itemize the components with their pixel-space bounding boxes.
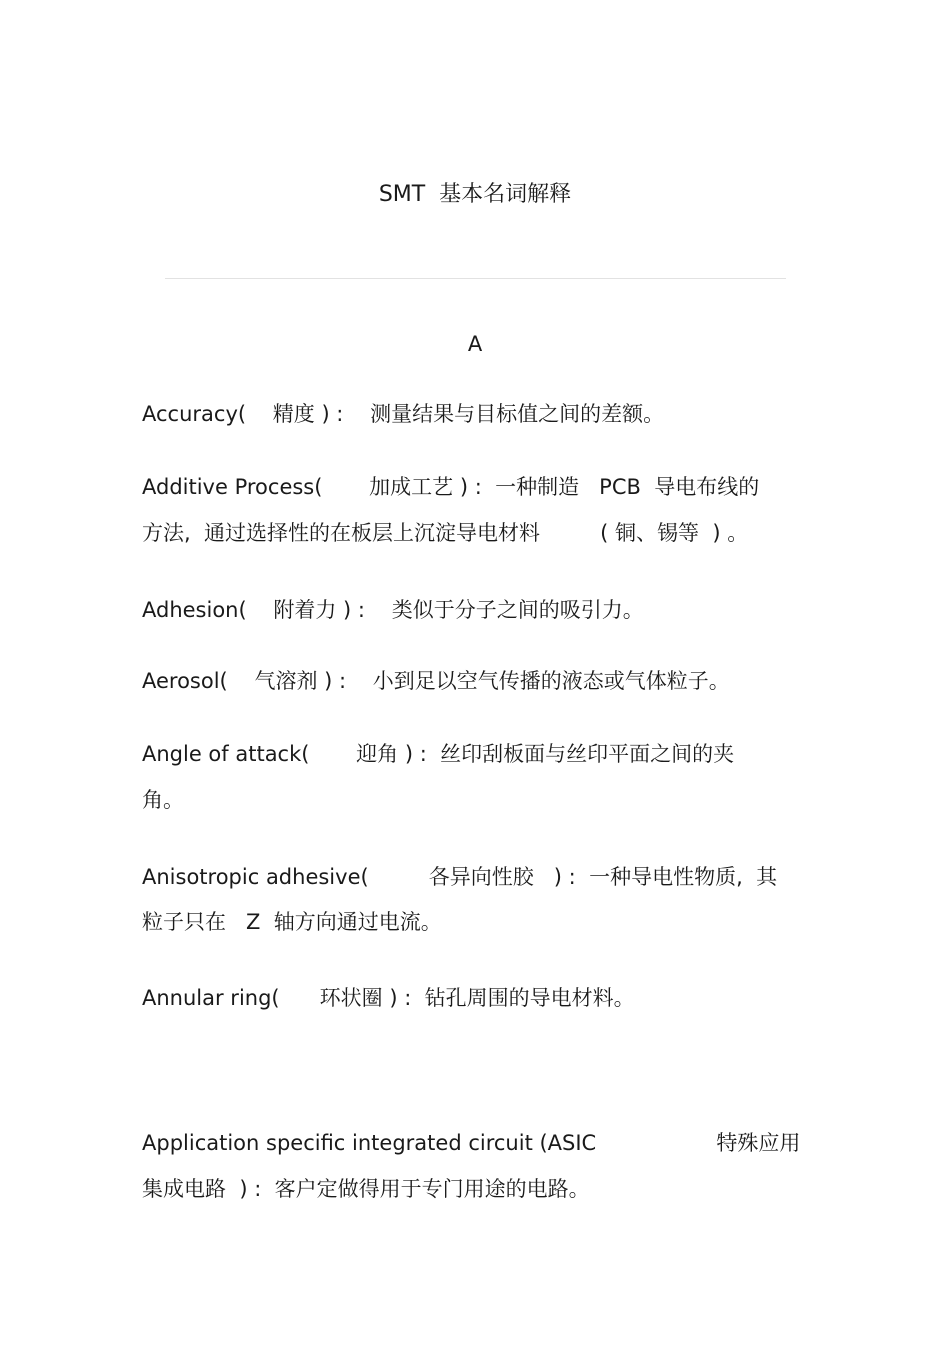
entry-text-line: 集成电路 ) : 客户定做得用于专门用途的电路。 <box>142 1177 590 1201</box>
entry-text-line: Application specific integrated circuit (ASIC 特殊应用 <box>142 1131 801 1155</box>
entry-text-line: Anisotropic adhesive( 各异向性胶 ) : 一种导电性物质, 其 <box>142 865 778 889</box>
entry-text-line: 粒子只在 Z 轴方向通过电流。 <box>142 910 442 934</box>
document-title: SMT 基本名词解释 <box>378 182 572 207</box>
title-divider <box>165 278 786 279</box>
entry-text-line: Adhesion( 附着力 ) : 类似于分子之间的吸引力。 <box>142 598 644 622</box>
entry-text-line: Additive Process( 加成工艺 ) : 一种制造 PCB 导电布线的 <box>142 475 760 499</box>
entry-text-line: 方法, 通过选择性的在板层上沉淀导电材料 ( 铜、锡等 ) 。 <box>142 521 749 545</box>
entry-text-line: Annular ring( 环状圈 ) : 钻孔周围的导电材料。 <box>142 986 635 1010</box>
entry-text-line: Aerosol( 气溶剂 ) : 小到足以空气传播的液态或气体粒子。 <box>142 669 730 693</box>
entry-text-line: Angle of attack( 迎角 ) : 丝印刮板面与丝印平面之间的夹 <box>142 742 735 766</box>
entry-text-line: 角。 <box>142 788 184 812</box>
section-heading-a: A <box>467 332 483 356</box>
entry-text-line: Accuracy( 精度 ) : 测量结果与目标值之间的差额。 <box>142 402 665 426</box>
